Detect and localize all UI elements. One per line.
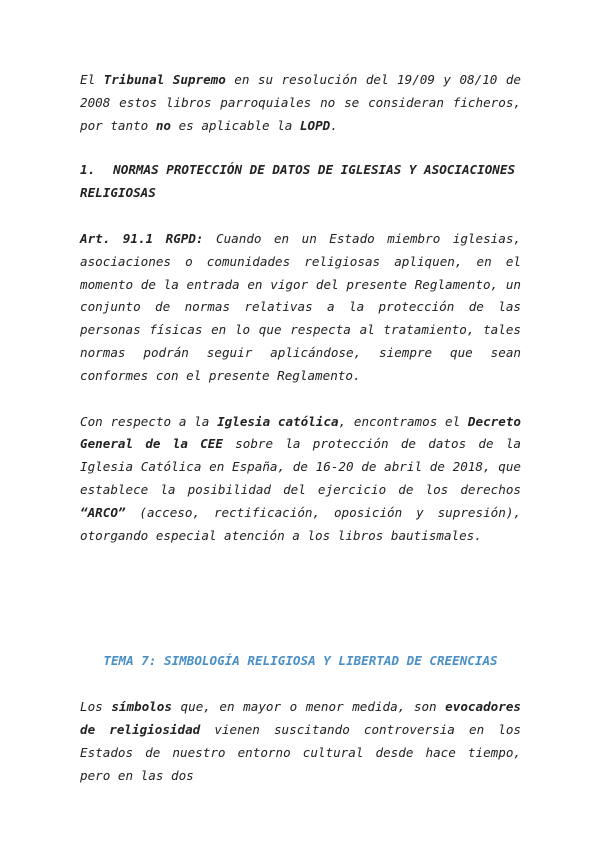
bold-simbolos: símbolos	[111, 699, 172, 715]
document-page	[80, 69, 521, 787]
text-run: Los	[80, 699, 112, 715]
bold-no: no	[155, 117, 171, 133]
text-run: es aplicable la	[171, 117, 300, 133]
paragraph-simbolos	[80, 696, 521, 787]
bold-art-91-1: Art. 91.1 RGPD:	[80, 230, 204, 246]
text-run: vienen suscitando controversia en los Estados de nuestro entorno cultural desde hace tiempo, pero en las dos	[80, 721, 522, 783]
text-run: (acceso, rectificación, oposición y supresión), otorgando especial atención a los libros bautismales.	[80, 504, 521, 543]
paragraph-lopd	[80, 69, 521, 137]
bold-lopd: LOPD	[299, 117, 331, 133]
text-run: , encontramos el	[338, 413, 468, 429]
paragraph-iglesia-catolica	[80, 411, 521, 548]
bold-arco: “ARCO”	[80, 504, 126, 520]
text-run: .	[330, 117, 338, 133]
heading-number: 1.	[80, 162, 96, 178]
bold-tribunal-supremo: Tribunal Supremo	[103, 72, 226, 87]
section-heading-1	[80, 159, 521, 205]
paragraph-rgpd	[80, 228, 521, 388]
text-run: sobre la protección de datos de la Iglesia Católica en España, de 16-20 de abril de 2018, que establece la posibilidad del ejercicio de los derechos	[80, 436, 521, 497]
text-run: que, en mayor o menor medida, son	[171, 699, 446, 715]
text-run: El	[80, 72, 104, 87]
text-run: en su resolución del 19/09 y 08/10 de 2008 estos libros parroquiales no se consideran ficheros, por tanto	[80, 72, 522, 133]
bold-iglesia-catolica: Iglesia católica	[217, 413, 339, 429]
heading-text: NORMAS PROTECCIÓN DE DATOS DE IGLESIAS Y ASOCIACIONES RELIGIOSAS	[80, 162, 516, 201]
text-run: Cuando en un Estado miembro iglesias, asociaciones o comunidades religiosas apliquen, en el momento de la entrada en vigor del presente Reglamento, un conjunto de normas relativas a la protección de las personas físicas en lo que respecta al tratamiento, tales normas podrán seguir aplicándose, siempre que sean conformes con el presente Reglamento.	[80, 230, 522, 383]
bold-evocadores: evocadores de religiosidad	[80, 699, 521, 737]
text-run: Con respecto a la	[80, 413, 218, 429]
bold-decreto: Decreto General de la CEE	[80, 413, 521, 452]
section-heading-tema-7: TEMA 7: SIMBOLOGÍA RELIGIOSA Y LIBERTAD DE CREENCIAS	[103, 653, 498, 669]
